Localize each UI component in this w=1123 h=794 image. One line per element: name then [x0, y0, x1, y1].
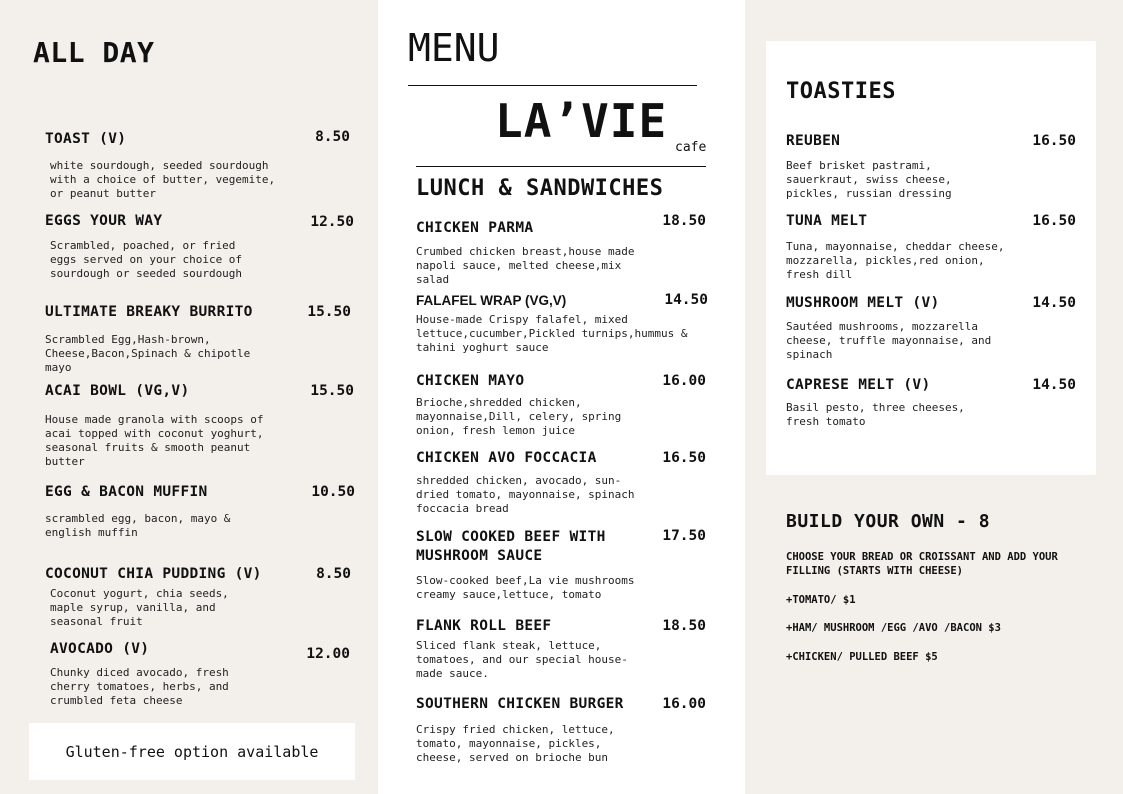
- addon-tomato: +TOMATO/ $1: [786, 594, 856, 606]
- gluten-free-text: Gluten-free option available: [65, 742, 319, 761]
- menu-item-name: EGG & BACON MUFFIN: [45, 484, 208, 500]
- menu-item-name: CHICKEN PARMA: [416, 220, 534, 236]
- addon-chicken-beef: +CHICKEN/ PULLED BEEF $5: [786, 651, 938, 663]
- menu-item-name: AVOCADO (V): [50, 641, 150, 657]
- all-day-title: ALL DAY: [33, 36, 155, 69]
- menu-item-name: CHICKEN MAYO: [416, 373, 525, 389]
- divider-bottom: [416, 166, 706, 167]
- menu-item-price: 16.50: [1032, 133, 1076, 149]
- menu-item-desc: Scrambled, poached, or fried eggs served on your choice of sourdough or seeded sourdough: [50, 239, 243, 280]
- menu-item-price: 8.50: [316, 566, 351, 582]
- menu-item-desc: Tuna, mayonnaise, cheddar cheese, mozzarella, pickles,red onion, fresh dill: [786, 240, 1005, 281]
- build-your-own-intro: CHOOSE YOUR BREAD OR CROISSANT AND ADD YOUR FILLING (STARTS WITH CHEESE): [786, 551, 1058, 577]
- menu-item-name: TOAST (V): [45, 131, 127, 147]
- menu-item-desc: Beef brisket pastrami, sauerkraut, swiss cheese, pickles, russian dressing: [786, 159, 952, 200]
- menu-item-price: 12.50: [310, 214, 354, 230]
- menu-item-price: 16.00: [662, 373, 706, 389]
- menu-item-name: SOUTHERN CHICKEN BURGER: [416, 696, 624, 712]
- menu-item-price: 18.50: [662, 618, 706, 634]
- menu-item-desc: white sourdough, seeded sourdough with a choice of butter, vegemite, or peanut butter: [50, 159, 276, 200]
- lunch-panel: [378, 0, 745, 794]
- menu-item-desc: Coconut yogurt, chia seeds, maple syrup, vanilla, and seasonal fruit: [50, 587, 229, 628]
- menu-item-name: TUNA MELT: [786, 213, 868, 229]
- menu-item-price: 14.50: [664, 292, 708, 308]
- menu-item-price: 18.50: [662, 213, 706, 229]
- menu-item-desc: Sautéed mushrooms, mozzarella cheese, truffle mayonnaise, and spinach: [786, 320, 992, 361]
- menu-item-name: ULTIMATE BREAKY BURRITO: [45, 304, 253, 320]
- toasties-card: [766, 41, 1096, 475]
- menu-item-name: EGGS YOUR WAY: [45, 213, 163, 229]
- menu-item-desc: scrambled egg, bacon, mayo & english muffin: [45, 512, 231, 539]
- menu-item-desc: Slow-cooked beef,La vie mushrooms creamy sauce,lettuce, tomato: [416, 574, 635, 601]
- menu-item-name: FALAFEL WRAP (VG,V): [416, 293, 567, 308]
- menu-item-name: REUBEN: [786, 133, 841, 149]
- brand-subtitle: cafe: [675, 140, 707, 155]
- toasties-title: TOASTIES: [786, 79, 896, 104]
- menu-item-price: 15.50: [307, 304, 351, 320]
- brand-logo: LA’VIE: [495, 94, 668, 148]
- menu-item-price: 16.00: [662, 696, 706, 712]
- menu-item-price: 10.50: [311, 484, 355, 500]
- menu-item-price: 15.50: [310, 383, 354, 399]
- menu-item-desc: Crumbed chicken breast,house made napoli sauce, melted cheese,mix salad: [416, 245, 635, 286]
- menu-item-name: MUSHROOM MELT (V): [786, 295, 940, 311]
- menu-item-desc: House-made Crispy falafel, mixed lettuce,cucumber,Pickled turnips,hummus & tahini yoghurt sauce: [416, 313, 688, 354]
- all-day-panel: [0, 0, 378, 794]
- menu-item-name: COCONUT CHIA PUDDING (V): [45, 566, 262, 582]
- menu-item-desc: Crispy fried chicken, lettuce, tomato, mayonnaise, pickles, cheese, served on brioche bun: [416, 723, 615, 764]
- menu-item-price: 12.00: [306, 646, 350, 662]
- menu-item-price: 8.50: [315, 129, 350, 145]
- menu-item-name: ACAI BOWL (VG,V): [45, 383, 190, 399]
- menu-item-price: 16.50: [1032, 213, 1076, 229]
- divider-top: [408, 85, 697, 86]
- addon-ham-mushroom: +HAM/ MUSHROOM /EGG /AVO /BACON $3: [786, 622, 1001, 634]
- menu-item-desc: Scrambled Egg,Hash-brown, Cheese,Bacon,Spinach & chipotle mayo: [45, 333, 251, 374]
- menu-item-price: 17.50: [662, 528, 706, 544]
- menu-item-name: SLOW COOKED BEEF WITH MUSHROOM SAUCE: [416, 529, 606, 564]
- menu-item-desc: shredded chicken, avocado, sun-dried tomato, mayonnaise, spinach foccacia bread: [416, 474, 635, 515]
- menu-item-desc: House made granola with scoops of acai topped with coconut yoghurt, seasonal fruits & smooth peanut butter: [45, 413, 264, 468]
- menu-item-desc: Brioche,shredded chicken, mayonnaise,Dill, celery, spring onion, fresh lemon juice: [416, 396, 622, 437]
- build-your-own-title: BUILD YOUR OWN - 8: [786, 511, 991, 532]
- menu-item-price: 16.50: [662, 450, 706, 466]
- section-title: LUNCH & SANDWICHES: [416, 176, 664, 201]
- menu-item-name: CAPRESE MELT (V): [786, 377, 931, 393]
- menu-item-name: CHICKEN AVO FOCCACIA: [416, 450, 597, 466]
- menu-item-desc: Basil pesto, three cheeses, fresh tomato: [786, 401, 965, 428]
- menu-label: MENU: [408, 26, 500, 70]
- menu-item-name: FLANK ROLL BEEF: [416, 618, 552, 634]
- menu-item-price: 14.50: [1032, 377, 1076, 393]
- menu-item-price: 14.50: [1032, 295, 1076, 311]
- menu-item-desc: Chunky diced avocado, fresh cherry tomatoes, herbs, and crumbled feta cheese: [50, 666, 229, 707]
- gluten-free-notice: [29, 723, 355, 780]
- menu-item-desc: Sliced flank steak, lettuce, tomatoes, and our special house-made sauce.: [416, 639, 628, 680]
